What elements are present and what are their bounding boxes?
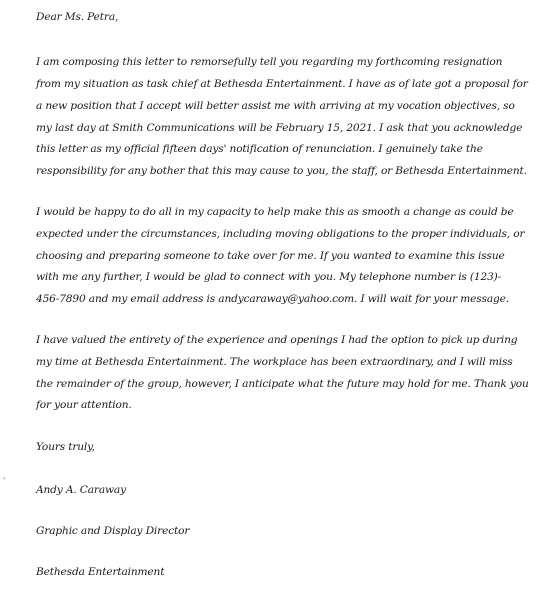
signer-name: Andy A. Caraway xyxy=(36,484,126,496)
paragraph-line: choosing and preparing someone to take over for me. If you wanted to examine this issue xyxy=(36,250,505,262)
paragraph-line: this letter as my official fifteen days' notification of renunciation. I genuinely take the xyxy=(36,143,483,155)
paragraph-line: I would be happy to do all in my capacity to help make this as smooth a change as could be xyxy=(36,206,514,218)
paragraph-line: with me any further, I would be glad to connect with you. My telephone number is (123)- xyxy=(36,271,502,283)
closing: Yours truly, xyxy=(36,441,95,453)
paragraph-line: responsibility for any bother that this may cause to you, the staff, or Bethesda Entertainment. xyxy=(36,165,527,177)
margin-chevron-icon: ˅ xyxy=(2,478,7,488)
paragraph-line: my last day at Smith Communications will be February 15, 2021. I ask that you acknowledge xyxy=(36,122,523,134)
paragraph-line: 456-7890 and my email address is andycaraway@yahoo.com. I will wait for your message. xyxy=(36,293,509,305)
paragraph-line: my time at Bethesda Entertainment. The workplace has been extraordinary, and I will miss xyxy=(36,356,513,368)
salutation: Dear Ms. Petra, xyxy=(36,11,119,23)
paragraph-line: I have valued the entirety of the experience and openings I had the option to pick up during xyxy=(36,334,518,346)
paragraph-line: for your attention. xyxy=(36,399,132,411)
signer-company: Bethesda Entertainment xyxy=(36,566,165,578)
signer-title: Graphic and Display Director xyxy=(36,525,190,537)
paragraph-line: from my situation as task chief at Bethesda Entertainment. I have as of late got a proposal for xyxy=(36,78,528,90)
paragraph-line: I am composing this letter to remorsefully tell you regarding my forthcoming resignation xyxy=(36,56,503,68)
paragraph-line: a new position that I accept will better assist me with arriving at my vocation objectives, so xyxy=(36,100,515,112)
paragraph-line: the remainder of the group, however, I anticipate what the future may hold for me. Thank you xyxy=(36,378,529,390)
paragraph-line: expected under the circumstances, including moving obligations to the proper individuals, or xyxy=(36,228,525,240)
